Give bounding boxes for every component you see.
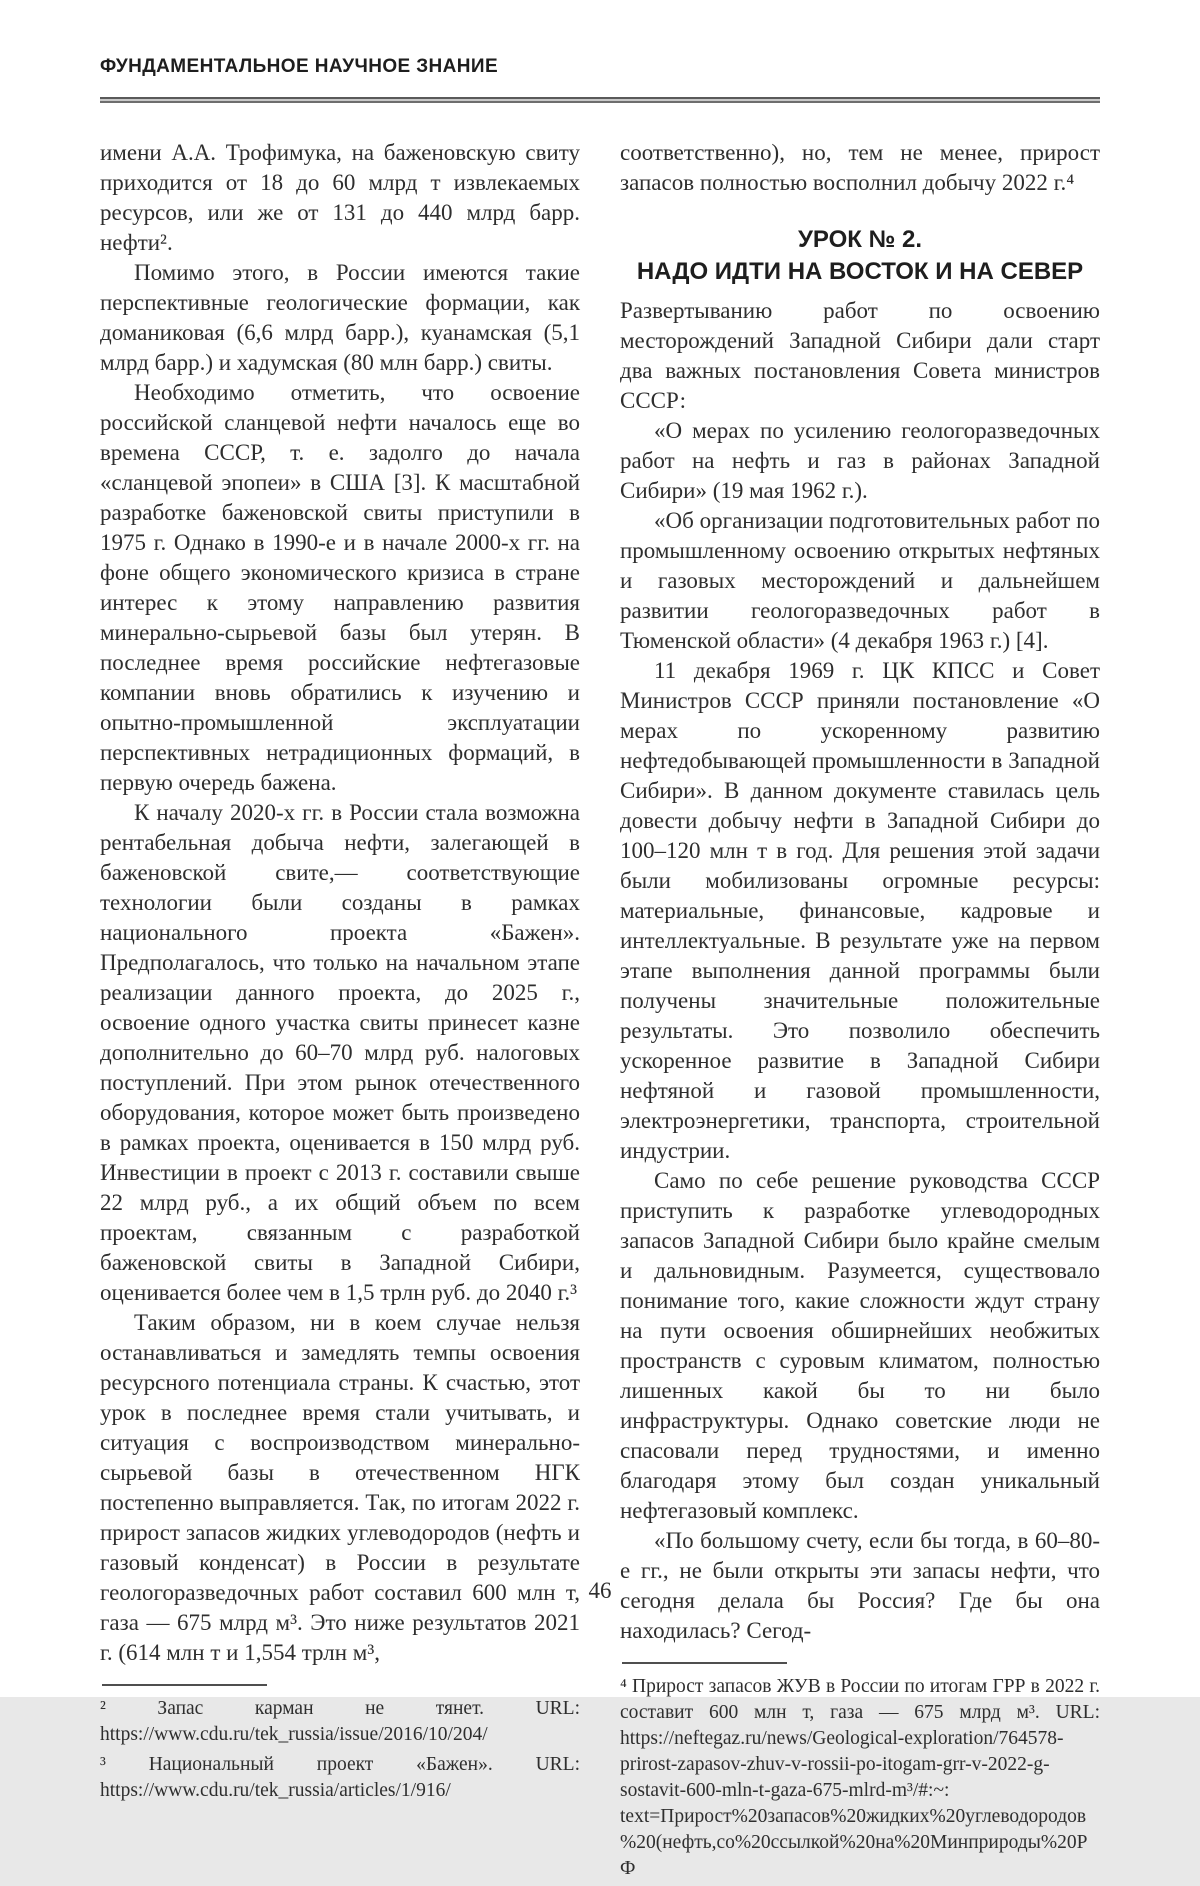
right-column [620,138,1100,1886]
right-footnotes [620,1662,1100,1882]
body-paragraph: «По большому счету, если бы тогда, в 60–80-е гг., не были открыты эти запасы нефти, что сегодня делала бы Россия? Где бы она находилась? Сегод- [620,1528,1100,1643]
footnote: ⁴ Прирост запасов ЖУВ в России по итогам ГРР в 2022 г. составит 600 млн т, газа — 675 млрд м³. URL: https://neftegaz.ru/news/Geological-exploration/764578-prirost-zapasov-zhuv-v-rossii-po-itogam-grr-v-2022-g-sostavit-600-mln-t-gaza-675-mlrd-m³/#:~: text=Прирост%20запасов%20жидких%20углеводородов%20(нефть,со%20ссылкой%20на%20Минприроды%20РФ [620,1676,1100,1879]
body-paragraph: 11 декабря 1969 г. ЦК КПСС и Совет Министров СССР приняли постановление «О мерах по ускоренному развитию нефтедобывающей промышленности в Западной Сибири». В данном документе ставилась цель довести добычу нефти в Западной Сибири до 100–120 млн т в год. Для решения этой задачи были мобилизованы огромные ресурсы: материальные, финансовые, кадровые и интеллектуальные. В результате уже на первом этапе выполнения данной программы были получены значительные положительные результаты. Это позволило обеспечить ускоренное развитие в Западной Сибири нефтяной и газовой промышленности, электроэнергетики, транспорта, строительной индустрии. [620,658,1100,1163]
body-paragraph: имени А.А. Трофимука, на баженовскую свиту приходится от 18 до 60 млрд т извлекаемых ресурсов, или же от 131 до 440 млрд барр. нефти². [100,140,580,255]
section-heading-line1: УРОК № 2. [797,226,923,253]
footnote: ² Запас карман не тянет. URL: https://www.cdu.ru/tek_russia/issue/2016/10/204/ [100,1698,580,1745]
left-footnotes [100,1684,580,1804]
body-paragraph: соответственно), но, тем не менее, прирост запасов полностью восполнил добычу 2022 г.⁴ [620,140,1100,195]
body-paragraph: «Об организации подготовительных работ по промышленному освоению открытых нефтяных и газовых месторождений и дальнейшем развитии геологоразведочных работ в Тюменской области» (4 декабря 1963 г.) [4]. [620,508,1100,653]
section-heading-line2: НАДО ИДТИ НА ВОСТОК И НА СЕВЕР [636,258,1084,285]
left-column [100,138,580,1808]
body-paragraph: Развертыванию работ по освоению месторождений Западной Сибири дали старт два важных постановления Совета министров СССР: [620,298,1100,413]
page-number: 46 [588,1578,612,1603]
footnote-separator [622,1662,787,1664]
body-paragraph: Само по себе решение руководства СССР приступить к разработке углеводородных запасов Западной Сибири было крайне смелым и дальновидным. Разумеется, существовало понимание того, какие сложности ждут страну на пути освоения обширнейших необжитых пространств с суровым климатом, полностью лишенных какой бы то ни было инфраструктуры. Однако советские люди не спасовали перед трудностями, и именно благодаря этому был создан уникальный нефтегазовый комплекс. [620,1168,1100,1523]
running-head-title: ФУНДАМЕНТАЛЬНОЕ НАУЧНОЕ ЗНАНИЕ [100,56,499,77]
body-paragraph: «О мерах по усилению геологоразведочных работ на нефть и газ в районах Западной Сибири» (19 мая 1962 г.). [620,418,1100,503]
body-paragraph: Таким образом, ни в коем случае нельзя останавливаться и замедлять темпы освоения ресурсного потенциала страны. К счастью, этот урок в последнее время стали учитывать, и ситуация с воспроизводством минерально-сырьевой базы в отечественном НГК постепенно выправляется. Так, по итогам 2022 г. прирост запасов жидких углеводородов (нефть и газовый конденсат) в России в результате геологоразведочных работ составил 600 млн т, газа — 675 млрд м³. Это ниже результатов 2021 г. (614 млн т и 1,554 трлн м³, [100,1310,580,1665]
footnote: ³ Национальный проект «Бажен». URL: https://www.cdu.ru/tek_russia/articles/1/916/ [100,1754,580,1801]
header-divider-rule [100,97,1100,103]
section-heading [620,224,1100,288]
body-paragraph: Необходимо отметить, что освоение российской сланцевой нефти началось еще во времена СССР, т. е. задолго до начала «сланцевой эпопеи» в США [3]. К масштабной разработке баженовской свиты приступили в 1975 г. Однако в 1990-е и в начале 2000-х гг. на фоне общего экономического кризиса в стране интерес к этому направлению развития минерально-сырьевой базы был утерян. В последнее время российские нефтегазовые компании вновь обратились к изучению и опытно-промышленной эксплуатации перспективных нетрадиционных формаций, в первую очередь бажена. [100,380,580,795]
body-paragraph: Помимо этого, в России имеются такие перспективные геологические формации, как доманиковая (6,6 млрд барр.), куанамская (5,1 млрд барр.) и хадумская (80 млн барр.) свиты. [100,260,580,375]
body-paragraph: К началу 2020-х гг. в России стала возможна рентабельная добыча нефти, залегающей в баженовской свите,— соответствующие технологии были созданы в рамках национального проекта «Бажен». Предполагалось, что только на начальном этапе реализации данного проекта, до 2025 г., освоение одного участка свиты принесет казне дополнительно до 60–70 млрд руб. налоговых поступлений. При этом рынок отечественного оборудования, которое может быть произведено в рамках проекта, оценивается в 150 млрд руб. Инвестиции в проект с 2013 г. составили свыше 22 млрд руб., а их общий объем по всем проектам, связанным с разработкой баженовской свиты в Западной Сибири, оценивается более чем в 1,5 трлн руб. до 2040 г.³ [100,800,580,1305]
footnote-separator [102,1684,267,1686]
